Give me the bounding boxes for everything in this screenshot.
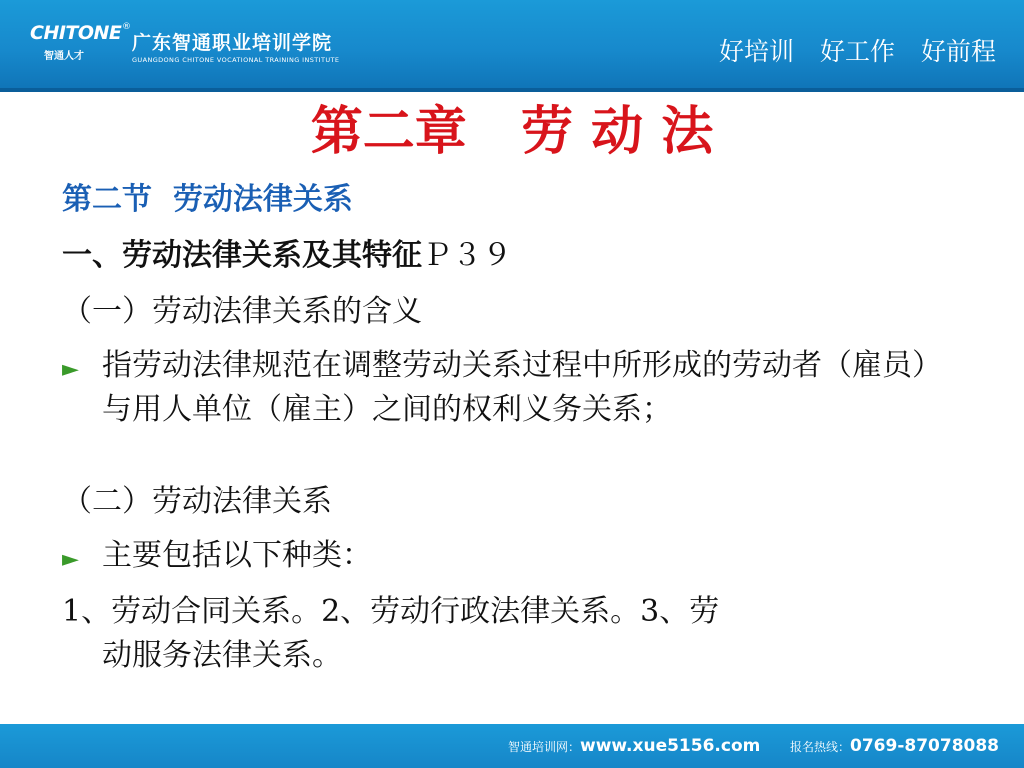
chitone-logo bbox=[30, 22, 131, 66]
bullet-arrow-icon: ► bbox=[62, 547, 79, 572]
bullet-arrow-icon: ► bbox=[62, 357, 79, 382]
subheading-definition: （一）劳动法律关系的含义 bbox=[62, 294, 422, 329]
school-name-en: GUANGDONG CHITONE VOCATIONAL TRAINING INSTITUTE bbox=[132, 56, 340, 64]
types-list-line-2: 动服务法律关系。 bbox=[102, 638, 342, 673]
header-banner bbox=[0, 0, 1024, 92]
website-label: 智通培训网： bbox=[508, 740, 581, 754]
types-intro-text: 主要包括以下种类： bbox=[102, 538, 372, 573]
phone-info bbox=[790, 736, 999, 756]
website-url: www.xue5156.com bbox=[580, 736, 761, 756]
page-reference: Ｐ３９ bbox=[422, 238, 512, 273]
phone-number: 0769-87078088 bbox=[850, 736, 1000, 756]
definition-text: 指劳动法律规范在调整劳动关系过程中所形成的劳动者（雇员）与用人单位（雇主）之间的权利义务关系； bbox=[102, 348, 942, 427]
subheading-types: （二）劳动法律关系 bbox=[62, 484, 332, 519]
footer-bar bbox=[0, 724, 1024, 768]
slogans bbox=[719, 32, 996, 68]
phone-label: 报名热线： bbox=[790, 740, 851, 754]
slogan-good-training: 好培训 bbox=[718, 37, 794, 66]
slogan-good-job: 好工作 bbox=[819, 37, 895, 66]
topic-heading-bold: 一、劳动法律关系及其特征 bbox=[62, 238, 422, 273]
logo-brand-text: CHITONE bbox=[30, 22, 122, 44]
website-info bbox=[508, 736, 760, 756]
slide-title: 第二章 劳 动 法 bbox=[310, 102, 714, 162]
types-list bbox=[62, 590, 922, 678]
section-heading: 第二节 劳动法律关系 bbox=[62, 182, 353, 217]
school-name: 广东智通职业培训学院 bbox=[132, 32, 333, 54]
logo-subtitle: 智通人才 bbox=[44, 51, 84, 62]
school-name-block bbox=[132, 28, 339, 64]
registered-mark: ® bbox=[122, 22, 131, 32]
slogan-good-future: 好前程 bbox=[920, 37, 996, 66]
topic-heading bbox=[62, 234, 512, 278]
types-list-line-1: 1、劳动合同关系。2、劳动行政法律关系。3、劳 bbox=[62, 594, 720, 629]
header-divider bbox=[0, 88, 1024, 92]
